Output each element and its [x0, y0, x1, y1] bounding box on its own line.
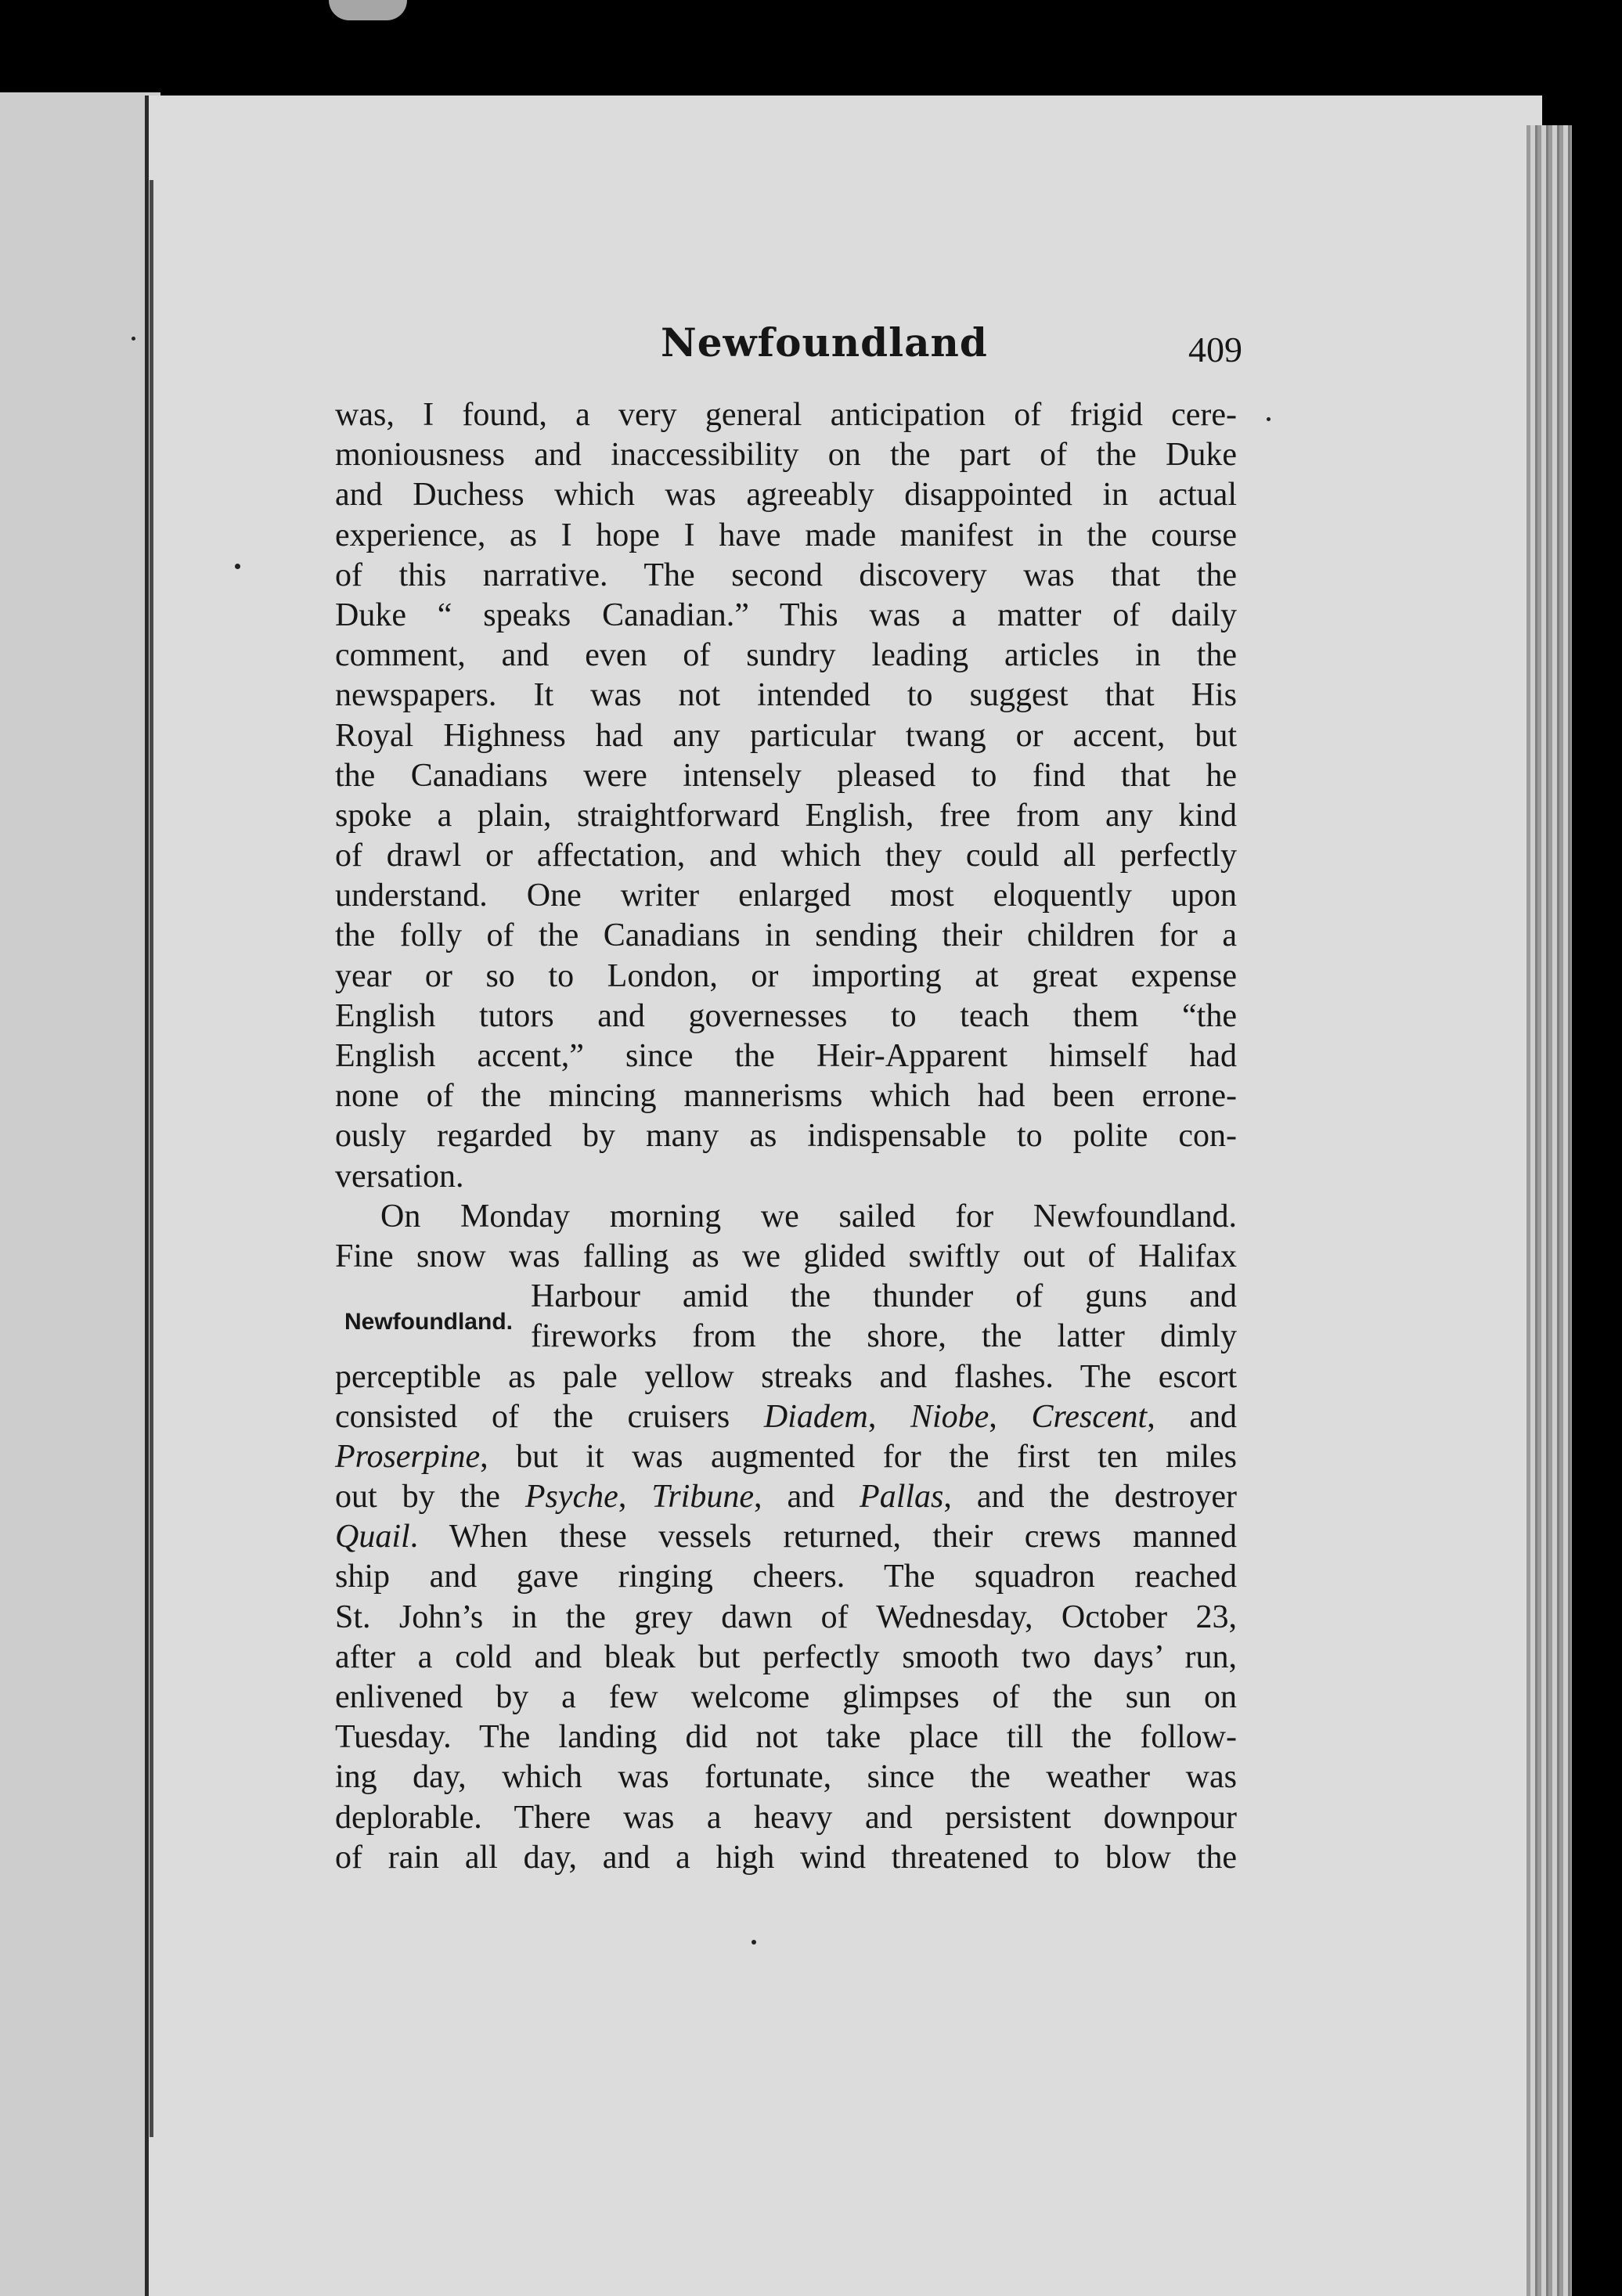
text-line: moniousness and inaccessibility on the part of the Duke [335, 437, 1237, 474]
text-line: comment, and even of sundry leading articles in the [335, 637, 1237, 674]
text-line: Royal Highness had any particular twang or accent, but [335, 717, 1237, 754]
scan-speck [235, 564, 240, 569]
ship-name: Quail [335, 1519, 410, 1555]
text-line [335, 1517, 1237, 1557]
text-line [335, 1397, 1237, 1437]
body-text [335, 395, 1237, 1878]
text-line: experience, as I hope I have made manifest in the course [335, 517, 1237, 553]
text-fragment: consisted of the cruisers [335, 1398, 764, 1435]
text-line: enlivened by a few welcome glimpses of the sun on [335, 1679, 1237, 1715]
facing-page-edge [0, 92, 160, 2296]
text-fragment: , but it was augmented for the first ten miles [480, 1438, 1237, 1475]
text-fragment: , and [1147, 1398, 1237, 1435]
page-stack-edge [1526, 125, 1572, 2296]
gutter-shadow [150, 180, 153, 2137]
ship-name: Tribune [651, 1479, 754, 1516]
text-line: of drawl or affectation, and which they could all perfectly [335, 838, 1237, 874]
scan-speck [752, 1940, 756, 1945]
margin-note: Newfoundland. [344, 1309, 513, 1335]
text-fragment: , [618, 1479, 652, 1516]
text-line [335, 1437, 1237, 1477]
ship-name: Proserpine [335, 1438, 481, 1475]
text-fragment: , and the destroyer [943, 1479, 1237, 1516]
text-line: English accent,” since the Heir-Apparent himself had [335, 1038, 1237, 1074]
text-line: Tuesday. The landing did not take place till the follow- [335, 1719, 1237, 1756]
text-line: versation. [335, 1158, 464, 1195]
text-line: the Canadians were intensely pleased to find that he [335, 757, 1237, 794]
text-line [335, 1477, 1237, 1517]
running-title: Newfoundland [661, 319, 988, 366]
text-line: understand. One writer enlarged most eloquently upon [335, 878, 1237, 914]
page-number: 409 [1188, 330, 1242, 369]
text-line: spoke a plain, straightforward English, free from any kind [335, 797, 1237, 834]
text-fragment: , [989, 1398, 1032, 1435]
text-fragment: out by the [335, 1479, 525, 1516]
text-line: Harbour amid the thunder of guns and [531, 1278, 1237, 1315]
paragraph-start-line: On Monday morning we sailed for Newfoundland. [380, 1198, 1237, 1235]
text-line: ously regarded by many as indispensable to polite con- [335, 1118, 1237, 1155]
text-line: and Duchess which was agreeably disappointed in actual [335, 477, 1237, 514]
text-line: perceptible as pale yellow streaks and flashes. The escort [335, 1358, 1237, 1395]
ship-name: Diadem [763, 1398, 868, 1435]
ship-name: Pallas [860, 1479, 944, 1516]
text-line: Fine snow was falling as we glided swiftly out of Halifax [335, 1238, 1237, 1274]
text-line: English tutors and governesses to teach them “the [335, 997, 1237, 1034]
text-line: St. John’s in the grey dawn of Wednesday, October 23, [335, 1599, 1237, 1635]
text-fragment: , and [753, 1479, 860, 1516]
text-line: of rain all day, and a high wind threatened to blow the [335, 1839, 1237, 1876]
text-line: fireworks from the shore, the latter dimly [531, 1318, 1237, 1355]
text-line: the folly of the Canadians in sending their children for a [335, 917, 1237, 954]
text-line: was, I found, a very general anticipation of frigid cere- [335, 397, 1237, 433]
text-line: ship and gave ringing cheers. The squadron reached [335, 1559, 1237, 1595]
scan-blot [329, 0, 407, 20]
ship-name: Crescent [1031, 1398, 1148, 1435]
ship-name: Niobe [910, 1398, 989, 1435]
text-line: after a cold and bleak but perfectly smooth two days’ run, [335, 1638, 1237, 1675]
text-line: year or so to London, or importing at great expense [335, 957, 1237, 994]
ship-name: Psyche [524, 1479, 618, 1516]
text-line: ing day, which was fortunate, since the weather was [335, 1759, 1237, 1796]
text-line: deplorable. There was a heavy and persistent downpour [335, 1799, 1237, 1836]
text-line: of this narrative. The second discovery was that the [335, 557, 1237, 593]
scan-speck [132, 337, 135, 341]
text-line: none of the mincing mannerisms which had been errone- [335, 1078, 1237, 1115]
text-line: newspapers. It was not intended to suggest that His [335, 677, 1237, 714]
text-line: Duke “ speaks Canadian.” This was a matter of daily [335, 597, 1237, 633]
scan-speck [1267, 417, 1271, 421]
text-fragment: , [867, 1398, 910, 1435]
text-fragment: . When these vessels returned, their crews manned [409, 1519, 1237, 1555]
